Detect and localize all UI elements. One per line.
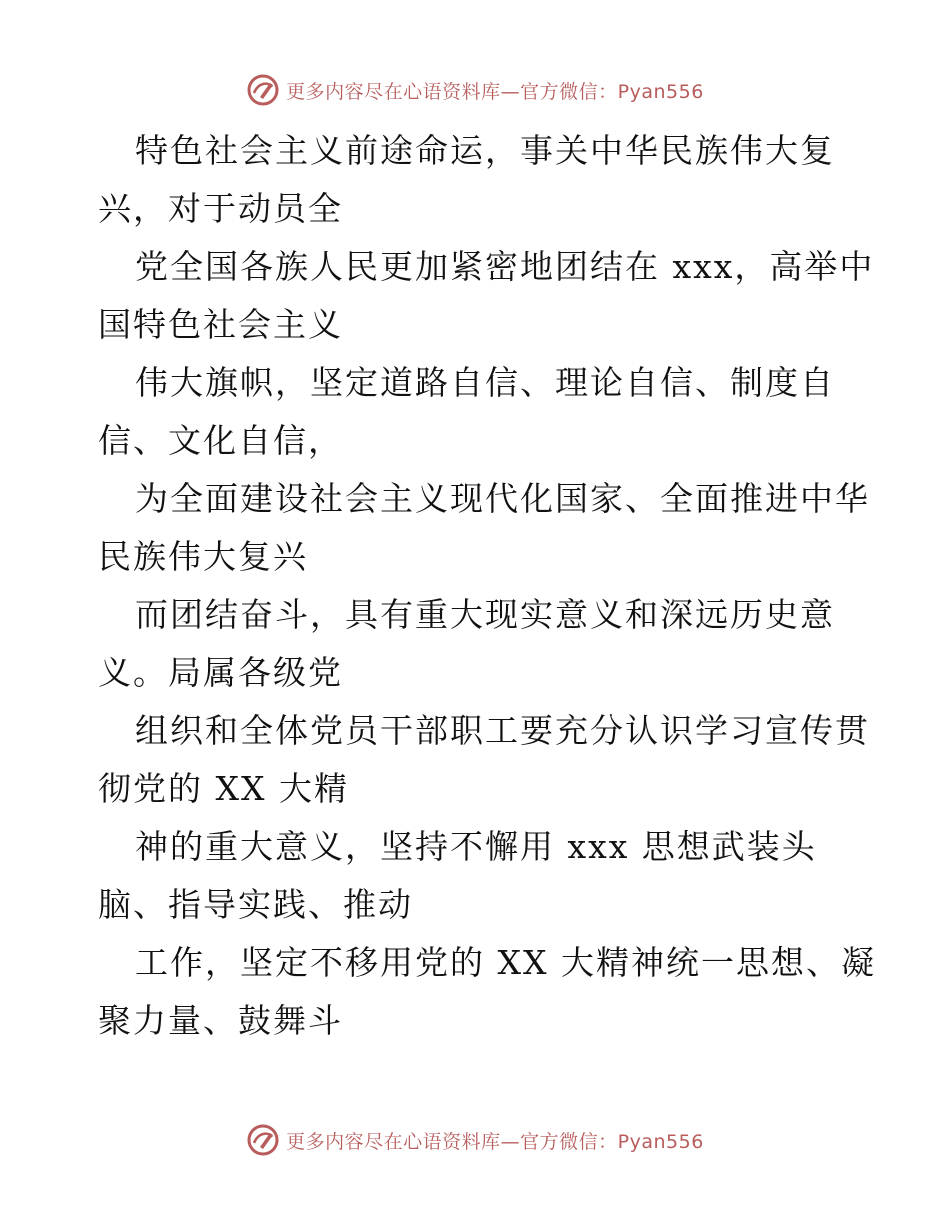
paragraph-line: 聚力量、鼓舞斗 — [98, 1001, 343, 1040]
paragraph-line: 义。局属各级党 — [98, 653, 343, 692]
footer-watermark — [0, 1120, 950, 1160]
paragraph-line: 脑、指导实践、推动 — [98, 885, 413, 924]
watermark-text: 更多内容尽在心语资料库—官方微信：Pyan556 — [286, 80, 704, 103]
paragraph-line: 兴，对于动员全 — [98, 189, 343, 228]
paragraph-line: 党全国各族人民更加紧密地团结在 xxx，高举中 — [135, 247, 875, 286]
paragraph-line: 而团结奋斗，具有重大现实意义和深远历史意 — [135, 595, 835, 634]
paragraph-line: 民族伟大复兴 — [98, 537, 308, 576]
paragraph-line: 工作，坚定不移用党的 XX 大精神统一思想、凝 — [135, 943, 876, 982]
paragraph — [98, 818, 858, 934]
paragraph-line: 彻党的 XX 大精 — [98, 769, 349, 808]
paragraph-line: 组织和全体党员干部职工要充分认识学习宣传贯 — [135, 711, 870, 750]
paragraph — [98, 470, 870, 586]
header-watermark — [0, 70, 950, 110]
paragraph-line: 特色社会主义前途命运，事关中华民族伟大复 — [135, 131, 835, 170]
pen-swirl-logo-icon — [246, 73, 280, 107]
paragraph — [98, 586, 858, 702]
paragraph — [98, 122, 858, 238]
paragraph-line: 信、文化自信， — [98, 421, 343, 460]
paragraph — [98, 934, 876, 1050]
paragraph-line: 为全面建设社会主义现代化国家、全面推进中华 — [135, 479, 870, 518]
paragraph-line: 伟大旗帜，坚定道路自信、理论自信、制度自 — [135, 363, 835, 402]
paragraph-line: 国特色社会主义 — [98, 305, 343, 344]
paragraph — [98, 354, 858, 470]
paragraph — [98, 702, 870, 818]
paragraph-line: 神的重大意义，坚持不懈用 xxx 思想武装头 — [135, 827, 817, 866]
document-body — [98, 122, 876, 1050]
pen-swirl-logo-icon — [246, 1123, 280, 1157]
watermark-text: 更多内容尽在心语资料库—官方微信：Pyan556 — [286, 1130, 704, 1153]
paragraph — [98, 238, 875, 354]
